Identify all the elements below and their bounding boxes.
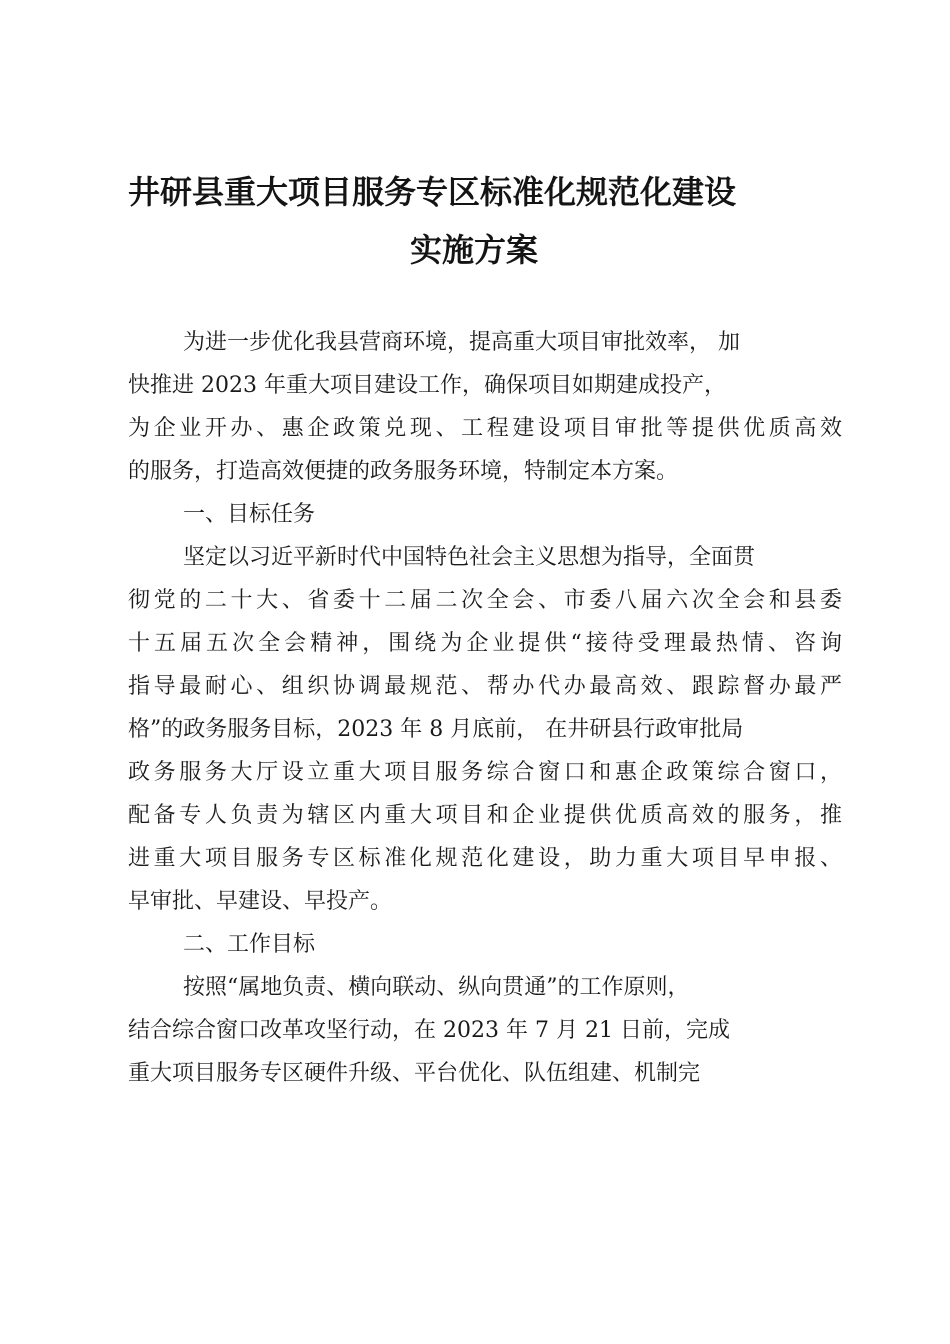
paragraph-line: 进重大项目服务专区标准化规范化建设，助力重大项目早申报、 [128, 846, 842, 871]
paragraph-line: 政务服务大厅设立重大项目服务综合窗口和惠企政策综合窗口， [128, 760, 842, 785]
paragraph-line: 为企业开办、惠企政策兑现、工程建设项目审批等提供优质高效 [128, 416, 842, 441]
document-title-line-1: 井研县重大项目服务专区标准化规范化建设 [128, 173, 737, 211]
paragraph-line: 彻党的二十大、省委十二届二次全会、市委八届六次全会和县委 [128, 588, 842, 613]
paragraph-line: 十五届五次全会精神，围绕为企业提供“接待受理最热情、咨询 [128, 631, 842, 656]
section-heading: 二、工作目标 [183, 932, 316, 957]
paragraph-line: 早审批、早建设、早投产。 [128, 889, 393, 914]
paragraph-line: 为进一步优化我县营商环境，提高重大项目审批效率， 加 [183, 330, 740, 355]
paragraph-line: 快推进 2023 年重大项目建设工作，确保项目如期建成投产， [128, 373, 726, 398]
paragraph-line: 配备专人负责为辖区内重大项目和企业提供优质高效的服务，推 [128, 803, 842, 828]
paragraph-line: 指导最耐心、组织协调最规范、帮办代办最高效、跟踪督办最严 [128, 674, 842, 699]
paragraph-line: 重大项目服务专区硬件升级、平台优化、队伍组建、机制完 [128, 1061, 701, 1086]
document-title-line-2: 实施方案 [410, 231, 539, 269]
paragraph-line: 的服务，打造高效便捷的政务服务环境，特制定本方案。 [128, 459, 679, 484]
paragraph-line: 格”的政务服务目标，2023 年 8 月底前， 在井研县行政审批局 [128, 717, 744, 742]
paragraph-line: 按照“属地负责、横向联动、纵向贯通”的工作原则， [183, 975, 690, 1000]
paragraph-line: 坚定以习近平新时代中国特色社会主义思想为指导，全面贯 [183, 545, 756, 570]
paragraph-line: 结合综合窗口改革攻坚行动，在 2023 年 7 月 21 日前，完成 [128, 1018, 730, 1043]
section-heading: 一、目标任务 [183, 502, 316, 527]
